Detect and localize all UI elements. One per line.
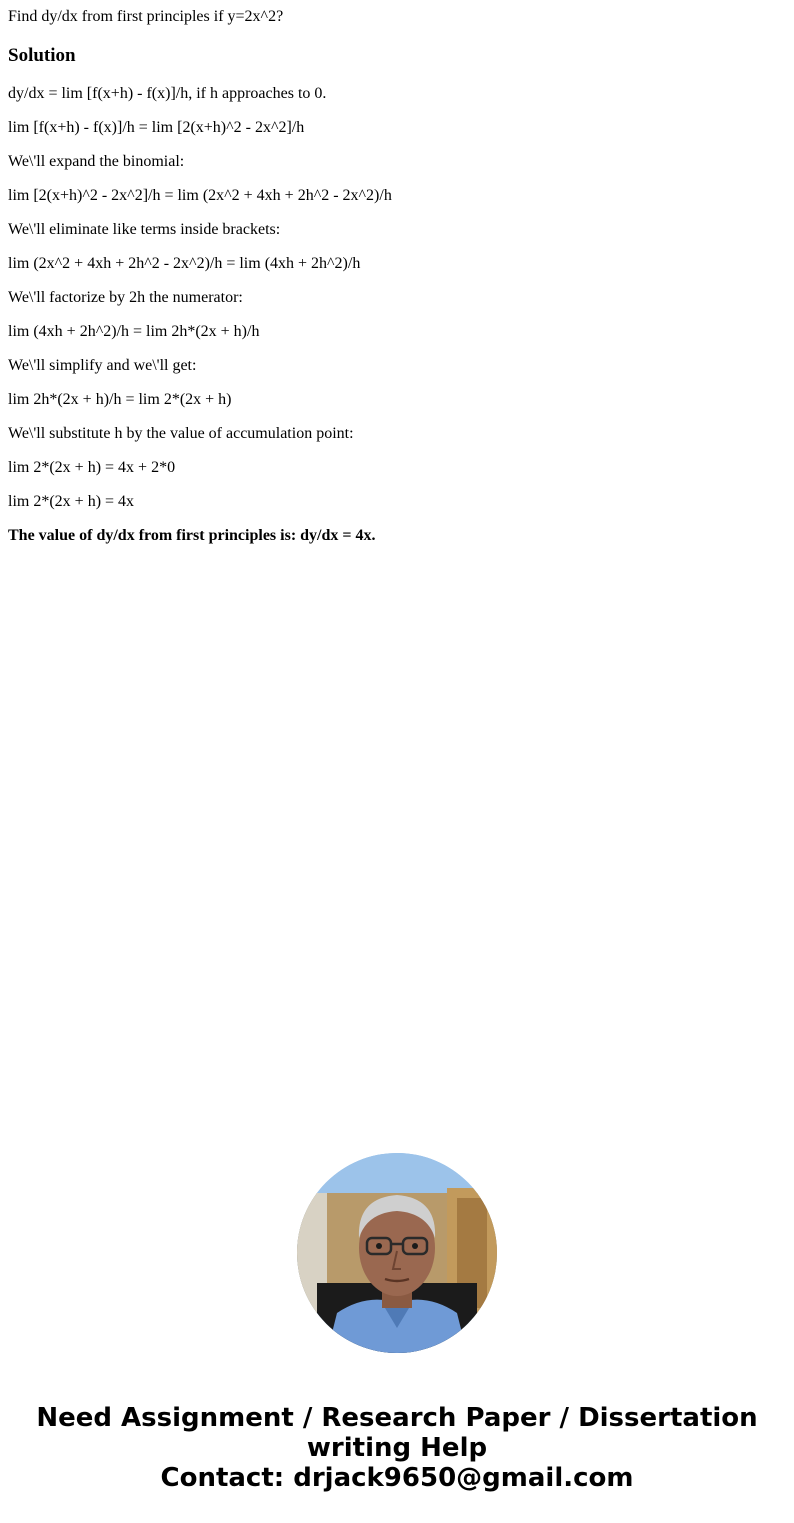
solution-step: We\'ll eliminate like terms inside brackets: [8,221,281,238]
solution-step: lim [2(x+h)^2 - 2x^2]/h = lim (2x^2 + 4xh + 2h^2 - 2x^2)/h [8,187,392,204]
solution-steps [8,84,392,526]
conclusion-text: The value of dy/dx from first principles is: dy/dx = 4x. [8,527,376,544]
author-avatar [297,1153,497,1353]
question-text: Find dy/dx from first principles if y=2x^2? [8,8,284,25]
author-portrait-icon [297,1153,497,1353]
solution-step: We\'ll factorize by 2h the numerator: [8,289,243,306]
promo-line-1: Need Assignment / Research Paper / Dissertation [36,1403,758,1433]
promo-contact-line: Contact: drjack9650@gmail.com [160,1463,634,1493]
solution-step: We\'ll substitute h by the value of accumulation point: [8,425,354,442]
solution-step: lim 2*(2x + h) = 4x [8,493,135,510]
solution-step: lim (2x^2 + 4xh + 2h^2 - 2x^2)/h = lim (4xh + 2h^2)/h [8,255,361,272]
solution-step: We\'ll simplify and we\'ll get: [8,357,197,374]
solution-heading: Solution [8,45,76,66]
solution-step: lim (4xh + 2h^2)/h = lim 2h*(2x + h)/h [8,323,260,340]
solution-step: dy/dx = lim [f(x+h) - f(x)]/h, if h approaches to 0. [8,85,327,102]
solution-step: We\'ll expand the binomial: [8,153,185,170]
solution-step: lim 2*(2x + h) = 4x + 2*0 [8,459,176,476]
promo-banner [0,1403,794,1493]
promo-line-2: writing Help [306,1433,488,1463]
solution-step: lim [f(x+h) - f(x)]/h = lim [2(x+h)^2 - 2x^2]/h [8,119,305,136]
solution-step: lim 2h*(2x + h)/h = lim 2*(2x + h) [8,391,232,408]
